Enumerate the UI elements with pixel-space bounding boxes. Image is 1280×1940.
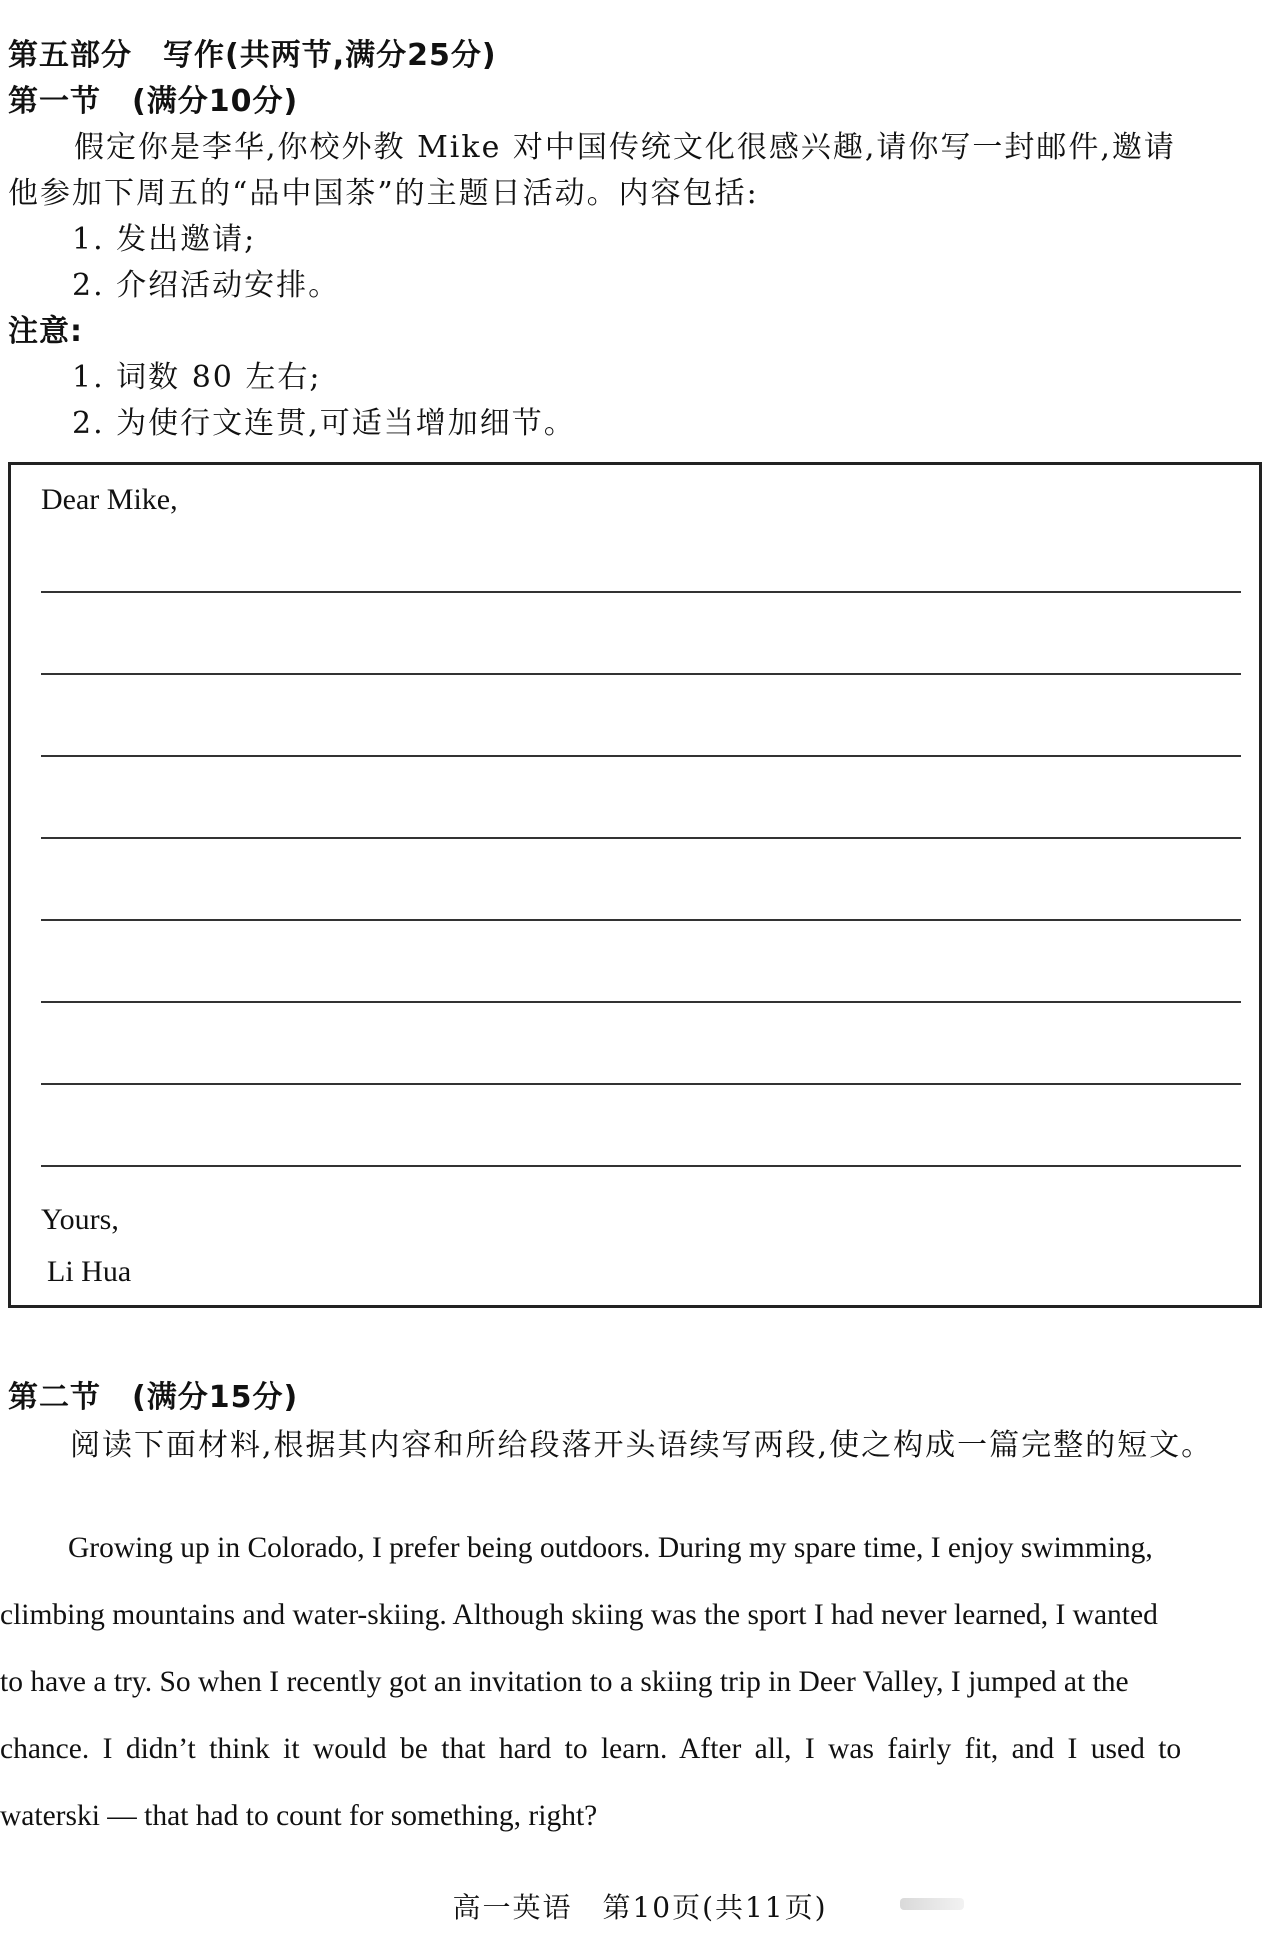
note-item: 1. 词数 80 左右; — [72, 360, 322, 395]
content-item: 1. 发出邀请; — [72, 222, 257, 257]
letter-signature: Li Hua — [47, 1255, 132, 1288]
section1-prompt-line1: 假定你是李华,你校外教 Mike 对中国传统文化很感兴趣,请你写一封邮件,邀请 — [42, 130, 1176, 165]
passage-line: to have a try. So when I recently got an invitation to a skiing trip in Deer Valley, I jumped at the — [0, 1666, 1129, 1698]
answer-line[interactable] — [41, 1165, 1241, 1167]
section1-prompt-line2: 他参加下周五的“品中国茶”的主题日活动。内容包括: — [8, 176, 759, 211]
letter-closing: Yours, — [41, 1203, 119, 1236]
answer-line[interactable] — [41, 591, 1241, 593]
answer-line[interactable] — [41, 837, 1241, 839]
part-title: 第五部分 写作(共两节,满分25分) — [8, 38, 497, 73]
passage-line: chance. I didn’t think it would be that hard to learn. After all, I was fairly fit, and I used to — [0, 1733, 1182, 1765]
answer-line[interactable] — [41, 919, 1241, 921]
section2-instruction: 阅读下面材料,根据其内容和所给段落开头语续写两段,使之构成一篇完整的短文。 — [70, 1428, 1214, 1463]
section1-title: 第一节 (满分10分) — [8, 84, 299, 119]
notes-title: 注意: — [8, 314, 83, 349]
answer-line[interactable] — [41, 1083, 1241, 1085]
passage-line: climbing mountains and water-skiing. Although skiing was the sport I had never learned, I wanted — [0, 1599, 1158, 1631]
section2-title: 第二节 (满分15分) — [8, 1380, 299, 1415]
note-item: 2. 为使行文连贯,可适当增加细节。 — [72, 406, 576, 441]
content-item: 2. 介绍活动安排。 — [72, 268, 341, 303]
letter-salutation: Dear Mike, — [41, 483, 178, 516]
answer-line[interactable] — [41, 673, 1241, 675]
answer-line[interactable] — [41, 755, 1241, 757]
page-footer: 高一英语 第10页(共11页) — [452, 1891, 828, 1924]
scan-mark — [900, 1898, 964, 1910]
passage-line: waterski — that had to count for something, right? — [0, 1800, 598, 1832]
letter-answer-box[interactable] — [8, 462, 1262, 1308]
passage-line: Growing up in Colorado, I prefer being outdoors. During my spare time, I enjoy swimming, — [68, 1532, 1153, 1564]
answer-line[interactable] — [41, 1001, 1241, 1003]
